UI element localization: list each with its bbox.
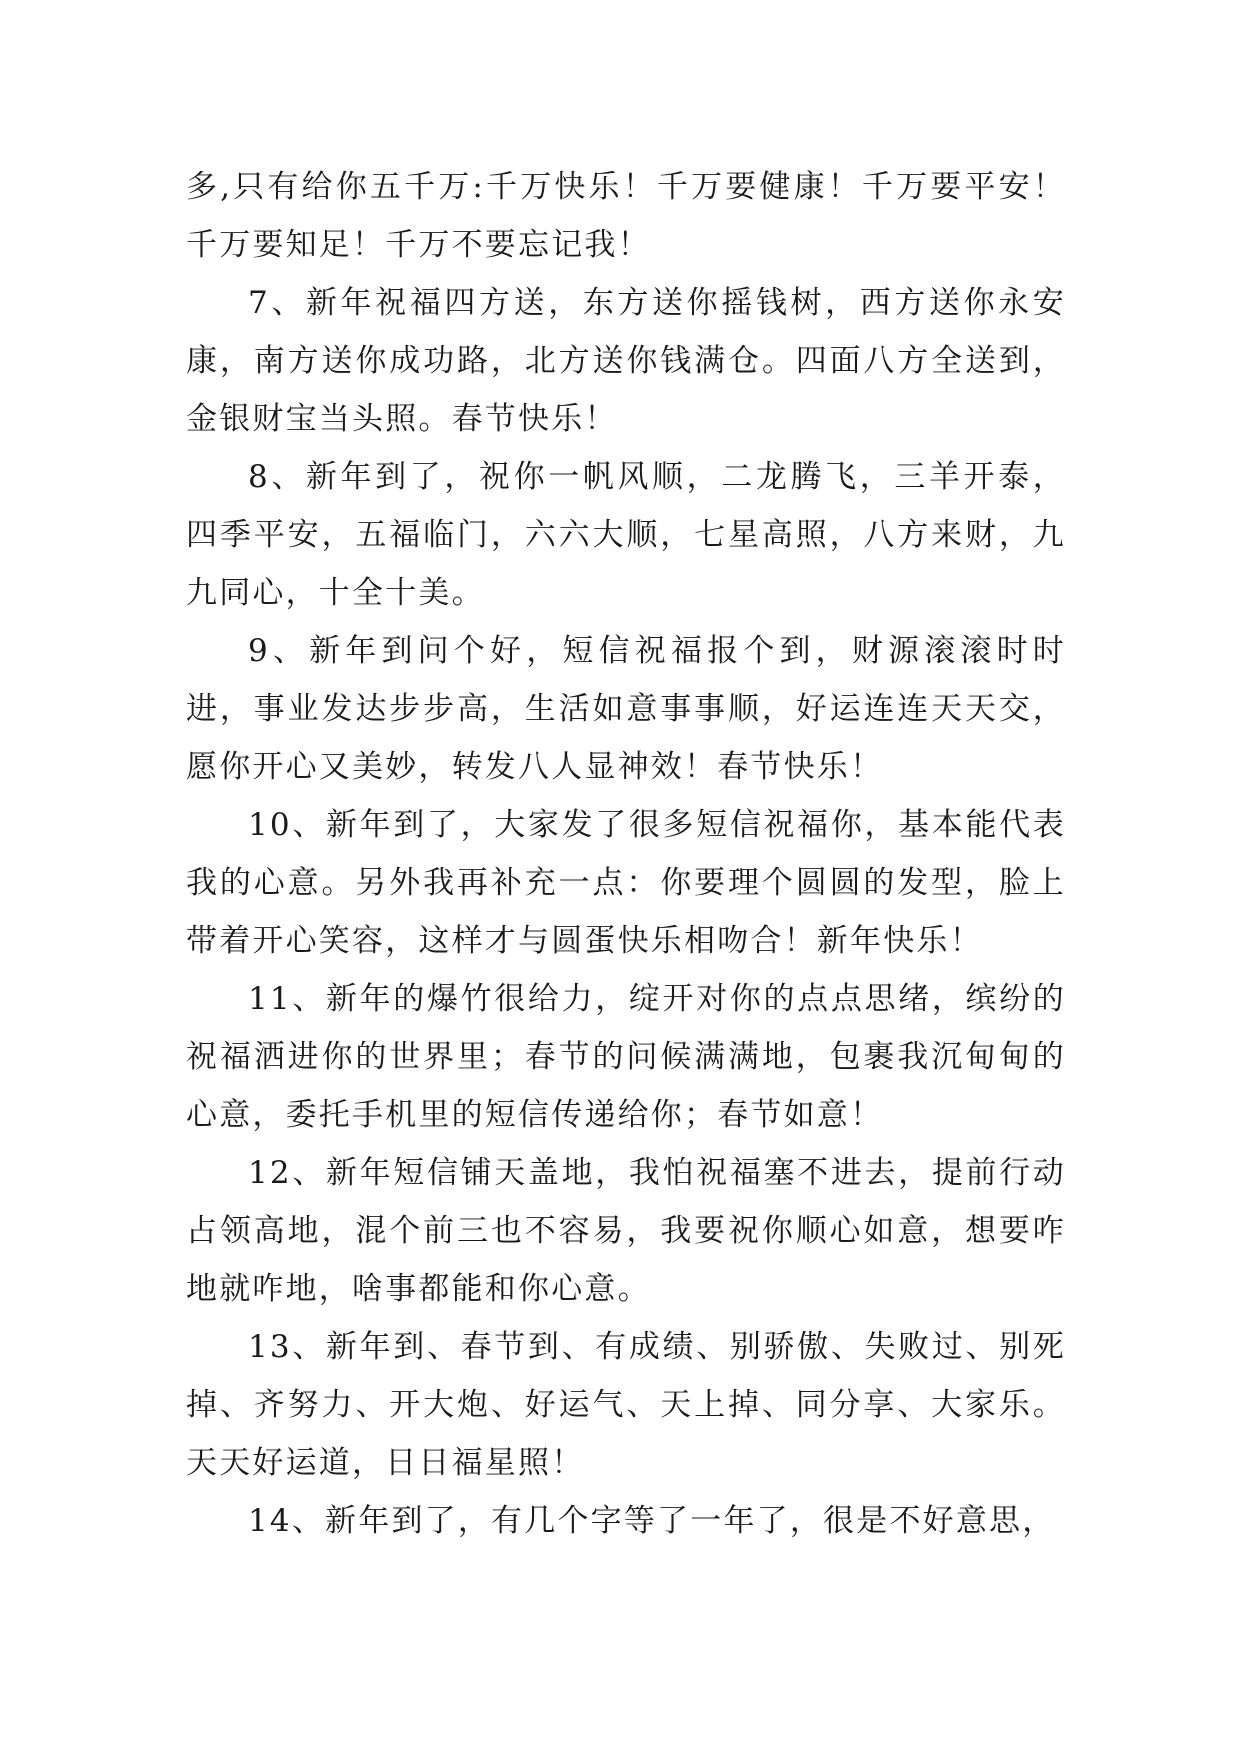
paragraph-9: 9、新年到问个好，短信祝福报个到，财源滚滚时时进，事业发达步步高，生活如意事事顺，好运连连天天交，愿你开心又美妙，转发八人显神效！春节快乐！: [186, 633, 1066, 785]
paragraph-12: 12、新年短信铺天盖地，我怕祝福塞不进去，提前行动占领高地，混个前三也不容易，我要祝你顺心如意，想要咋地就咋地，啥事都能和你心意。: [186, 1155, 1066, 1307]
paragraph-7: 7、新年祝福四方送，东方送你摇钱树，西方送你永安康，南方送你成功路，北方送你钱满仓。四面八方全送到，金银财宝当头照。春节快乐！: [186, 285, 1066, 437]
paragraph-10: 10、新年到了，大家发了很多短信祝福你，基本能代表我的心意。另外我再补充一点：你要理个圆圆的发型，脸上带着开心笑容，这样才与圆蛋快乐相吻合！新年快乐！: [186, 807, 1066, 959]
document-body: [186, 158, 1066, 1550]
paragraph-continued: 多,只有给你五千万:千万快乐！千万要健康！千万要平安！千万要知足！千万不要忘记我！: [186, 169, 1066, 263]
paragraph-11: 11、新年的爆竹很给力，绽开对你的点点思绪，缤纷的祝福洒进你的世界里；春节的问候满满地，包裹我沉甸甸的心意，委托手机里的短信传递给你；春节如意！: [186, 981, 1066, 1133]
paragraph-13: 13、新年到、春节到、有成绩、别骄傲、失败过、别死掉、齐努力、开大炮、好运气、天上掉、同分享、大家乐。天天好运道，日日福星照！: [186, 1329, 1066, 1481]
paragraph-14: 14、新年到了，有几个字等了一年了，很是不好意思，: [248, 1503, 1056, 1539]
paragraph-8: 8、新年到了，祝你一帆风顺，二龙腾飞，三羊开泰，四季平安，五福临门，六六大顺，七星高照，八方来财，九九同心，十全十美。: [186, 459, 1066, 611]
